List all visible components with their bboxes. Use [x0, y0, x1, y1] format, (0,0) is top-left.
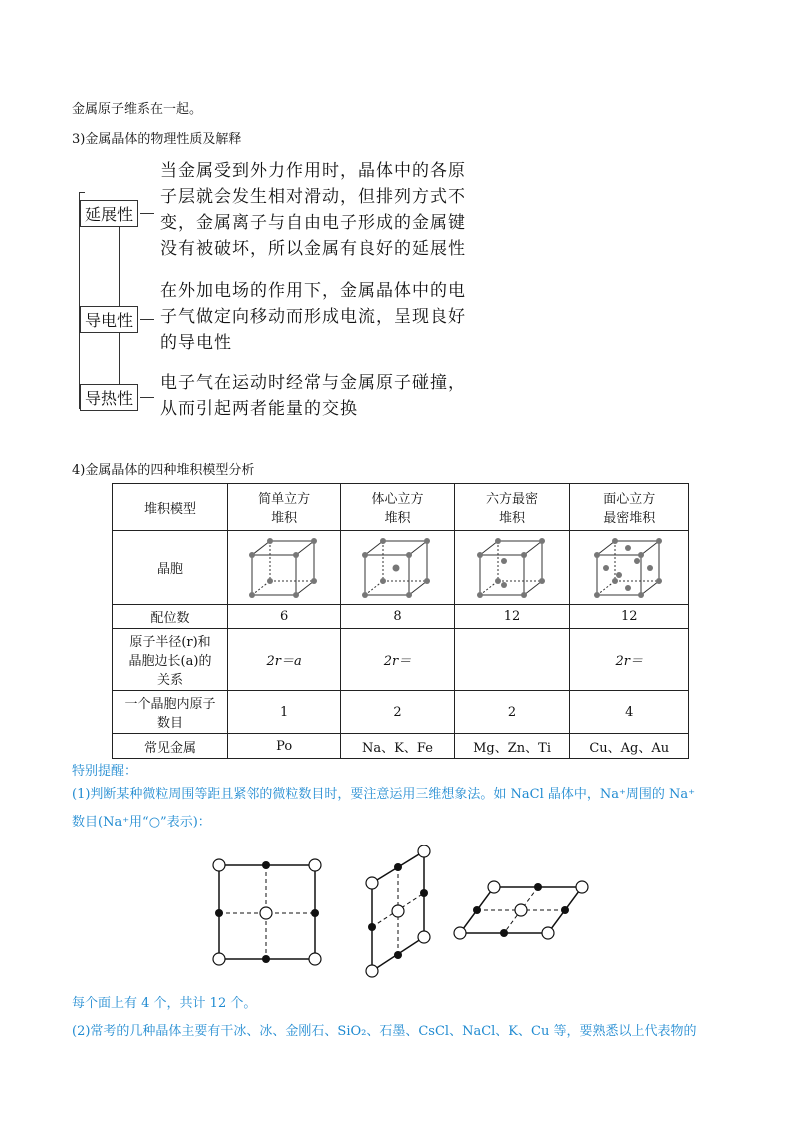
section3-title: 3)金属晶体的物理性质及解释 — [72, 132, 242, 147]
relation-value: 2r＝a — [228, 629, 341, 691]
row-label-atoms: 一个晶胞内原子 数目 — [113, 691, 228, 734]
model-name: 简单立方 堆积 — [228, 484, 341, 531]
model-name: 六方最密 堆积 — [454, 484, 570, 531]
simple-cubic-figure — [228, 531, 341, 605]
relation-value — [454, 629, 570, 691]
model-name: 面心立方 最密堆积 — [570, 484, 689, 531]
relation-value: 2r＝ — [341, 629, 454, 691]
text-ductility: 当金属受到外力作用时，晶体中的各原子层就会发生相对滑动，但排列方式不变，金属离子与自由电子形成的金属键没有被破坏，所以金属有良好的延展性 — [160, 161, 466, 259]
face-centered-cubic-figure — [570, 531, 689, 605]
tip-title: 特别提醒： — [72, 764, 138, 779]
text-thermal: 电子气在运动时经常与金属原子碰撞，从而引起两者能量的交换 — [160, 373, 466, 419]
header-label: 堆积模型 — [113, 484, 228, 531]
tip2-line: (2)常考的几种晶体主要有干冰、冰、金刚石、SiO₂、石墨、CsCl、NaCl、K、Cu 等，要熟悉以上代表物的 — [72, 1024, 697, 1039]
row-label-relation: 原子半径(r)和 晶胞边长(a)的 关系 — [113, 629, 228, 691]
body-centered-cubic-figure — [341, 531, 454, 605]
nacl-neighbor-diagrams — [200, 845, 600, 985]
intro-line: 金属原子维系在一起。 — [72, 102, 203, 117]
hexagonal-close-packed-figure — [454, 531, 570, 605]
section4-title: 4)金属晶体的四种堆积模型分析 — [72, 463, 255, 478]
label-conductivity: 导电性 — [80, 306, 138, 333]
tip1-line2: 数目(Na⁺用“○”表示)： — [72, 815, 211, 830]
coordination-value: 8 — [341, 605, 454, 629]
atoms-value: 2 — [341, 691, 454, 734]
atoms-value: 4 — [570, 691, 689, 734]
row-label-metals: 常见金属 — [113, 734, 228, 759]
relation-value: 2r＝ — [570, 629, 689, 691]
model-name: 体心立方 堆积 — [341, 484, 454, 531]
packing-model-table — [112, 483, 689, 759]
coordination-value: 12 — [570, 605, 689, 629]
text-conductivity: 在外加电场的作用下，金属晶体中的电子气做定向移动而形成电流，呈现良好的导电性 — [160, 281, 466, 353]
label-ductility: 延展性 — [80, 200, 138, 227]
metals-value: Cu、Ag、Au — [570, 734, 689, 759]
coordination-value: 6 — [228, 605, 341, 629]
atoms-value: 2 — [454, 691, 570, 734]
coordination-value: 12 — [454, 605, 570, 629]
face-note: 每个面上有 4 个，共计 12 个。 — [72, 996, 257, 1011]
tip1-line1: (1)判断某种微粒周围等距且紧邻的微粒数目时，要注意运用三维想象法。如 NaCl 晶体中，Na⁺周围的 Na⁺ — [72, 787, 696, 802]
label-thermal: 导热性 — [80, 384, 138, 411]
row-label-coordination: 配位数 — [113, 605, 228, 629]
metals-value: Mg、Zn、Ti — [454, 734, 570, 759]
atoms-value: 1 — [228, 691, 341, 734]
metals-value: Na、K、Fe — [341, 734, 454, 759]
row-label-cell: 晶胞 — [113, 531, 228, 605]
metals-value: Po — [228, 734, 341, 759]
